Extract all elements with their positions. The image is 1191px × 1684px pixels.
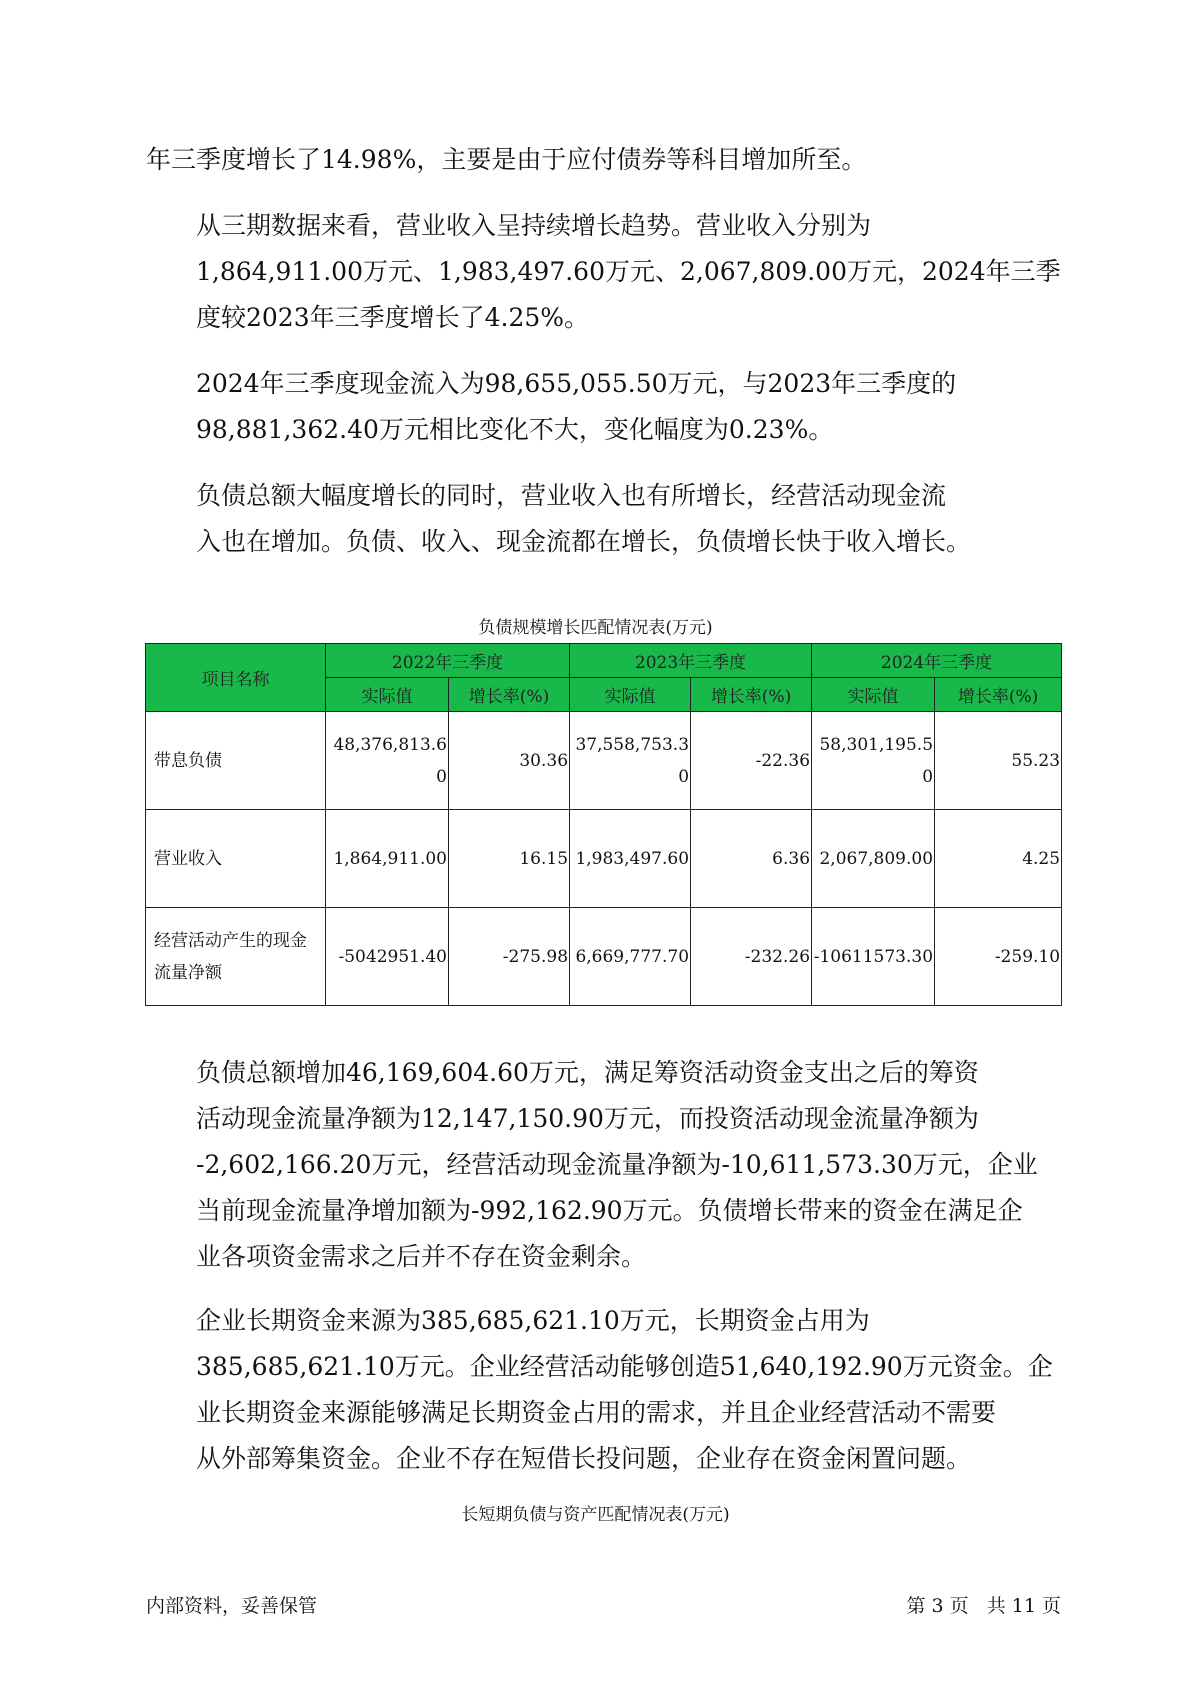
header-actual: 实际值 <box>570 678 691 712</box>
table-cell: 58,301,195.50 <box>812 712 935 810</box>
paragraph-4 <box>146 473 1061 565</box>
table-cell: 55.23 <box>935 712 1062 810</box>
table-cell: 37,558,753.30 <box>570 712 691 810</box>
table-cell: -10611573.30 <box>812 908 935 1006</box>
paragraph-line: 入也在增加。负债、收入、现金流都在增长，负债增长快于收入增长。 <box>196 527 972 556</box>
paragraph-line: 活动现金流量净额为12,147,150.90万元，而投资活动现金流量净额为 <box>196 1104 979 1133</box>
paragraph-2 <box>146 203 1061 341</box>
table-caption: 负债规模增长匹配情况表(万元) <box>478 618 713 638</box>
paragraph-line: 当前现金流量净增加额为-992,162.90万元。负债增长带来的资金在满足企 <box>196 1196 1023 1225</box>
table-caption: 长短期负债与资产匹配情况表(万元) <box>461 1505 730 1525</box>
footer-confidential-note: 内部资料，妥善保管 <box>146 1595 318 1617</box>
table-cell: 6.36 <box>691 810 812 908</box>
table-cell: -22.36 <box>691 712 812 810</box>
paragraph-line: 从三期数据来看，营业收入呈持续增长趋势。营业收入分别为 <box>196 211 872 240</box>
table-cell: -232.26 <box>691 908 812 1006</box>
footer-page-number: 第 3 页 共 11 页 <box>906 1595 1061 1617</box>
header-period: 2024年三季度 <box>812 644 1062 678</box>
header-period: 2022年三季度 <box>326 644 570 678</box>
table-cell: 1,864,911.00 <box>326 810 449 908</box>
paragraph-line: 从外部筹集资金。企业不存在短借长投问题，企业存在资金闲置问题。 <box>196 1444 972 1473</box>
paragraph-line: 385,685,621.10万元。企业经营活动能够创造51,640,192.90万元资金。企 <box>196 1352 1053 1381</box>
header-actual: 实际值 <box>812 678 935 712</box>
table-row <box>146 908 1062 1006</box>
header-actual: 实际值 <box>326 678 449 712</box>
table-cell: 6,669,777.70 <box>570 908 691 1006</box>
paragraph-line: 1,864,911.00万元、1,983,497.60万元、2,067,809.00万元，2024年三季 <box>196 257 1061 286</box>
paragraph-line: 98,881,362.40万元相比变化不大，变化幅度为0.23%。 <box>196 415 834 444</box>
header-growth: 增长率(%) <box>449 678 570 712</box>
debt-growth-table <box>145 643 1062 1006</box>
table-cell: -275.98 <box>449 908 570 1006</box>
header-growth: 增长率(%) <box>935 678 1062 712</box>
row-label: 营业收入 <box>146 810 326 908</box>
paragraph-6 <box>146 1298 1061 1482</box>
table-cell: 48,376,813.60 <box>326 712 449 810</box>
row-label: 经营活动产生的现金流量净额 <box>146 908 326 1006</box>
table-cell: 4.25 <box>935 810 1062 908</box>
header-growth: 增长率(%) <box>691 678 812 712</box>
paragraph-line: 年三季度增长了14.98%，主要是由于应付债券等科目增加所至。 <box>146 145 867 174</box>
table-cell: 2,067,809.00 <box>812 810 935 908</box>
table-cell: -259.10 <box>935 908 1062 1006</box>
paragraph-5 <box>146 1050 1061 1280</box>
table-row <box>146 810 1062 908</box>
table-cell: 16.15 <box>449 810 570 908</box>
paragraph-line: 业长期资金来源能够满足长期资金占用的需求，并且企业经营活动不需要 <box>196 1398 997 1427</box>
paragraph-line: 负债总额增加46,169,604.60万元，满足筹资活动资金支出之后的筹资 <box>196 1058 979 1087</box>
paragraph-line: 2024年三季度现金流入为98,655,055.50万元，与2023年三季度的 <box>196 369 957 398</box>
paragraph-line: 企业长期资金来源为385,685,621.10万元，长期资金占用为 <box>196 1306 870 1335</box>
paragraph-line: 度较2023年三季度增长了4.25%。 <box>196 303 590 332</box>
row-label: 带息负债 <box>146 712 326 810</box>
paragraph-1 <box>146 137 1061 183</box>
paragraph-line: -2,602,166.20万元，经营活动现金流量净额为-10,611,573.30万元，企业 <box>196 1150 1038 1179</box>
header-period: 2023年三季度 <box>570 644 812 678</box>
table-row <box>146 712 1062 810</box>
paragraph-line: 业各项资金需求之后并不存在资金剩余。 <box>196 1242 647 1271</box>
paragraph-line: 负债总额大幅度增长的同时，营业收入也有所增长，经营活动现金流 <box>196 481 947 510</box>
paragraph-3 <box>146 361 1061 453</box>
table-cell: -5042951.40 <box>326 908 449 1006</box>
table-cell: 1,983,497.60 <box>570 810 691 908</box>
table-cell: 30.36 <box>449 712 570 810</box>
header-item-name: 项目名称 <box>146 644 326 712</box>
